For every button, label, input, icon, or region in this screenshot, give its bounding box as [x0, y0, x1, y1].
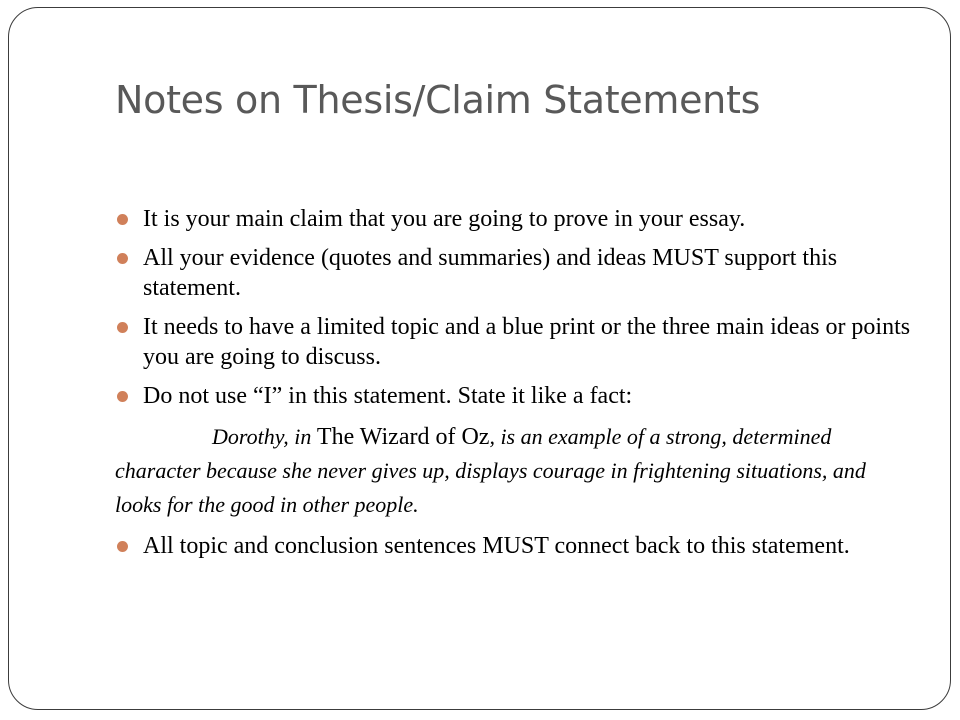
example-part-2: , is an example of a strong, determined character because she never gives up, displays courage in frightening situations, and looks for the good in other people.	[115, 424, 866, 517]
bullet-item	[115, 312, 915, 372]
bullet-item	[115, 243, 915, 303]
slide-title: Notes on Thesis/Claim Statements	[115, 78, 761, 122]
bullet-text: All topic and conclusion sentences MUST connect back to this statement.	[143, 533, 850, 559]
bullet-text: It is your main claim that you are going to prove in your essay.	[143, 206, 746, 232]
bullet-text: It needs to have a limited topic and a blue print or the three main ideas or points you are going to discuss.	[143, 314, 911, 370]
bullet-dot-icon	[117, 541, 128, 552]
bullet-text: All your evidence (quotes and summaries) and ideas MUST support this statement.	[143, 245, 838, 301]
bullet-item	[115, 381, 915, 411]
bullet-item	[115, 531, 915, 561]
slide-body	[115, 204, 915, 570]
example-part-1: Dorothy, in	[212, 424, 317, 449]
bullet-item	[115, 204, 915, 234]
example-book-title: The Wizard of Oz	[316, 424, 490, 450]
bullet-dot-icon	[117, 253, 128, 264]
bullet-dot-icon	[117, 214, 128, 225]
slide-frame	[8, 7, 951, 710]
example-sentence	[115, 420, 915, 522]
bullet-dot-icon	[117, 322, 128, 333]
bullet-dot-icon	[117, 391, 128, 402]
bullet-text: Do not use “I” in this statement. State it like a fact:	[143, 383, 633, 409]
